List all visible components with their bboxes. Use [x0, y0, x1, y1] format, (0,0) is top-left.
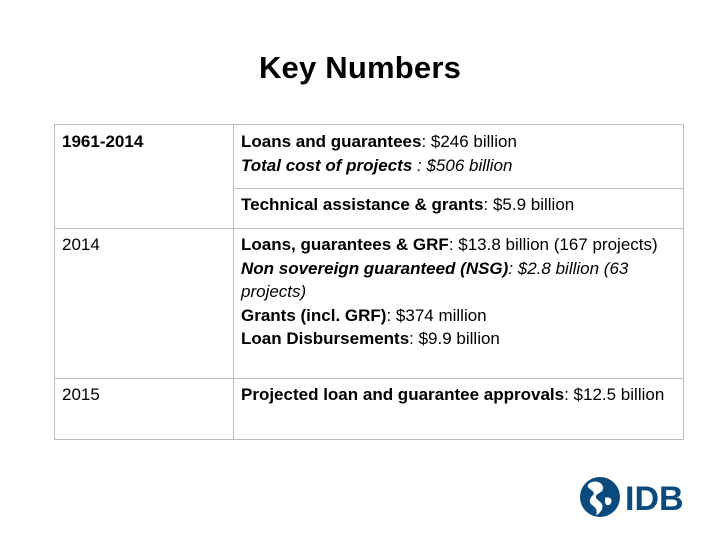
key-numbers-table	[54, 124, 684, 440]
stat-label: Non sovereign guaranteed (NSG)	[241, 258, 509, 278]
stat-label: Loans, guarantees & GRF	[241, 235, 449, 254]
stat-label: Loans and guarantees	[241, 132, 422, 151]
stat-line	[241, 154, 677, 178]
stat-value: : $12.5 billion	[564, 385, 665, 404]
stat-value: : $374 million	[386, 305, 487, 325]
stat-value: : $13.8 billion (167 projects)	[448, 235, 658, 254]
period-label: 2015	[62, 385, 100, 404]
stat-line	[241, 130, 677, 154]
stat-line	[241, 193, 677, 217]
period-label: 1961-2014	[62, 132, 144, 151]
row-divider	[233, 188, 684, 189]
stat-value: : $506 billion	[412, 155, 513, 175]
row-divider	[55, 228, 684, 229]
stat-value: : $5.9 billion	[483, 195, 575, 214]
table-cell	[241, 233, 677, 351]
stat-line	[241, 257, 677, 304]
stat-line	[241, 383, 677, 407]
stat-value: : $9.9 billion	[409, 329, 500, 349]
column-divider	[233, 125, 234, 439]
stat-label: Total cost of projects	[241, 155, 413, 175]
stat-line	[241, 327, 677, 351]
stat-value: : $2.8 billion (63 projects)	[241, 258, 629, 302]
stat-label: Projected loan and guarantee approvals	[241, 385, 565, 404]
row-divider	[55, 378, 684, 379]
table-cell	[241, 130, 677, 177]
logo-text: IDB	[625, 480, 684, 518]
stat-value: : $246 billion	[421, 132, 517, 151]
stat-label: Grants (incl. GRF)	[241, 305, 387, 325]
stat-line	[241, 304, 677, 328]
period-label: 2014	[62, 235, 100, 254]
stat-line	[241, 233, 677, 257]
stat-label: Loan Disbursements	[241, 329, 410, 349]
idb-logo	[578, 474, 700, 520]
page-title: Key Numbers	[258, 50, 462, 85]
stat-label: Technical assistance & grants	[241, 195, 484, 214]
table-cell	[241, 193, 677, 217]
table-cell	[241, 383, 677, 407]
americas-globe-icon	[578, 474, 700, 520]
